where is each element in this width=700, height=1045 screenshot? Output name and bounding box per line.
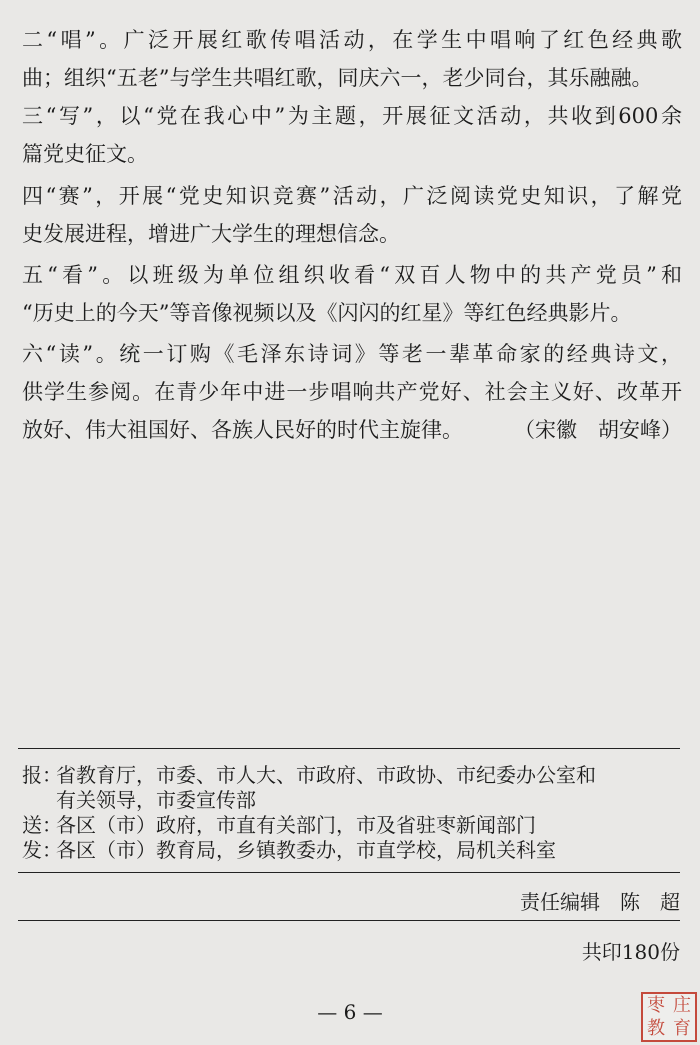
divider-middle: [18, 872, 680, 873]
report-to-row-cont: [22, 787, 256, 813]
send-label: 送：: [22, 813, 62, 837]
paragraph-line: 五“看”。以班级为单位组织收看“双百人物中的共产党员”和: [22, 263, 682, 287]
print-count: 共印180份: [581, 940, 680, 964]
report-to-row: [22, 762, 596, 788]
divider-top: [18, 748, 680, 749]
paragraph-line: 三“写”，以“党在我心中”为主题，开展征文活动，共收到600余: [22, 104, 682, 128]
paragraph-line: “历史上的今天”等音像视频以及《闪闪的红星》等红色经典影片。: [22, 301, 632, 325]
stamp-char: 枣: [647, 994, 665, 1016]
paragraph-line: 史发展进程，增进广大学生的理想信念。: [22, 222, 400, 246]
page-number: — 6 —: [317, 1000, 383, 1024]
send-recipients: 各区（市）政府，市直有关部门，市及省驻枣新闻部门: [56, 813, 536, 837]
report-recipients: 省教育厅，市委、市人大、市政府、市政协、市纪委办公室和: [56, 763, 596, 787]
divider-bottom: [18, 920, 680, 921]
paragraph-line: 六“读”。统一订购《毛泽东诗词》等老一辈革命家的经典诗文，: [22, 342, 682, 366]
responsible-editor: 责任编辑 陈 超: [520, 890, 680, 914]
paragraph-line: 曲；组织“五老”与学生共唱红歌，同庆六一，老少同台，其乐融融。: [22, 66, 653, 90]
issue-to-row: [22, 837, 556, 863]
paragraph-line: 二“唱”。广泛开展红歌传唱活动，在学生中唱响了红色经典歌: [22, 28, 682, 52]
send-to-row: [22, 812, 536, 838]
report-label: 报：: [22, 763, 62, 787]
paragraph-text: 放好、伟大祖国好、各族人民好的时代主旋律。: [22, 418, 463, 442]
paragraph-line: 四“赛”，开展“党史知识竞赛”活动，广泛阅读党史知识，了解党: [22, 184, 682, 208]
paragraph-line: [22, 410, 682, 450]
stamp-char: 庄: [673, 994, 691, 1016]
paragraph-line: 篇党史征文。: [22, 142, 148, 166]
issue-recipients: 各区（市）教育局，乡镇教委办，市直学校，局机关科室: [56, 838, 556, 862]
author-credit: （宋徽 胡安峰）: [514, 418, 682, 442]
stamp-char: 育: [673, 1017, 691, 1039]
report-recipients-cont: 有关领导，市委宣传部: [56, 788, 256, 812]
paragraph-line: 供学生参阅。在青少年中进一步唱响共产党好、社会主义好、改革开: [22, 380, 682, 404]
issue-label: 发：: [22, 838, 62, 862]
logo-stamp: [641, 992, 697, 1042]
stamp-char: 教: [647, 1017, 665, 1039]
